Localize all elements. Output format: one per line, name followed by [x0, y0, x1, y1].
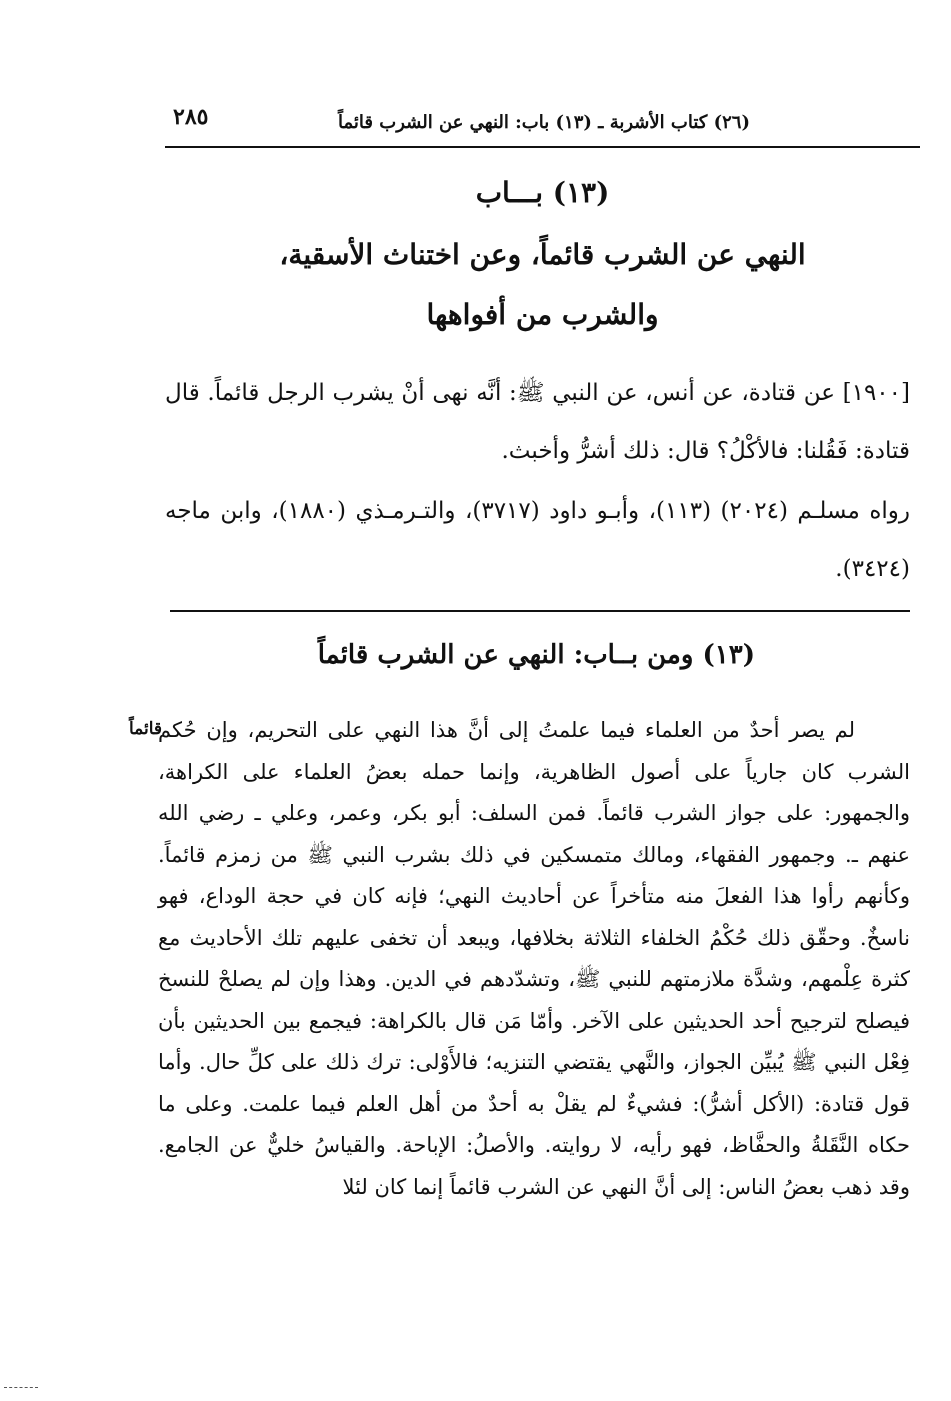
commentary-heading: (١٣) ومن بــاب: النهي عن الشرب قائماً [317, 640, 755, 670]
header-rule [165, 146, 920, 148]
margin-note: قائماً [128, 719, 162, 739]
scan-mark [4, 1387, 38, 1388]
chapter-title-line2: والشرب من أفواهها [426, 298, 659, 331]
chapter-label: (١٣) بـــاب [475, 176, 610, 209]
hadith-text: [١٩٠٠] عن قتادة، عن أنس، عن النبي ﷺ: أنَّه نهى أنْ يشرب الرجل قائماً. قال قتادة: فَقُلنا: فالأكْلُ؟ قال: ذلك أشرُّ وأخبث. [165, 380, 910, 464]
page-header [165, 98, 920, 148]
takhrij-text: رواه مسلـم (٢٠٢٤) (١١٣)، وأبـو داود (٣٧١٧)، والتـرمـذي (١٨٨٠)، وابن ماجه (٣٤٢٤). [165, 498, 910, 582]
section-divider [170, 610, 910, 612]
chapter-title-line1: النهي عن الشرب قائماً، وعن اختناث الأسقية، [279, 238, 806, 271]
commentary-paragraph: لم يصر أحدٌ من العلماء فيما علمتُ إلى أنَّ هذا النهي على التحريم، وإن حُكم الشرب كان جارياً على أصول الظاهرية، وإنما حمله بعضُ العلماء على الكراهة، والجمهور: على جواز الشرب قائماً. فمن السلف: أبو بكر، وعمر، وعلي ـ رضي الله عنهم ـ. وجمهور الفقهاء، ومالك متمسكين في ذلك بشرب النبي ﷺ من زمزم قائماً. وكأنهم رأوا هذا الفعلَ منه متأخراً عن أحاديث النهي؛ فإنه كان في حجة الوداع، فهو ناسخٌ. وحقّق ذلك حُكْمُ الخلفاء الثلاثة بخلافها، ويبعد أن تخفى عليهم تلك الأحاديث مع كثرة عِلْمهم، وشدَّة ملازمتهم للنبي ﷺ، وتشدّدهم في الدين. وهذا وإن لم يصلحْ للنسخ فيصلح لترجيح أحد الحديثين على الآخر. وأمّا مَن قال بالكراهة: فيجمع بين الحديثين بأن فِعْل النبي ﷺ يُبيِّن الجواز، والنَّهي يقتضي التنزيه؛ فالأَوْلى: ترك ذلك على كلِّ حال. وأما قول قتادة: (الأكل أشرُّ): فشيءٌ لم يقلْ به أحدٌ من أهل العلم فيما علمت. وعلى ما حكاه النَّقَلةُ والحفَّاظ، فهو رأيه، لا روايته. والأصلُ: الإباحة. والقياسُ خليٌّ عن الجامع. وقد ذهب بعضُ الناس: إلى أنَّ النهي عن الشرب قائماً إنما كان لئلا [158, 718, 911, 1199]
running-title: (٢٦) كتاب الأشربة ـ (١٣) باب: النهي عن الشرب قائماً [338, 112, 750, 133]
page-number: ٢٨٥ [173, 104, 209, 130]
commentary-body [158, 710, 910, 1208]
